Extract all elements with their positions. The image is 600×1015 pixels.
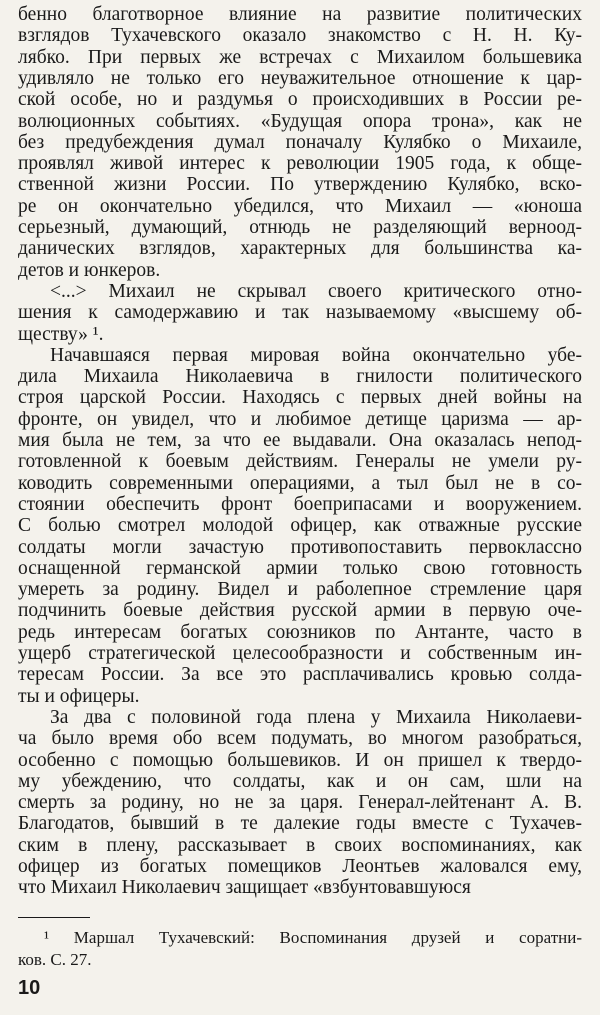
text-line: ча было время обо всем подумать, во многом разобраться, xyxy=(18,728,582,750)
text-line: умереть за родину. Видел и раболепное стремление царя xyxy=(18,579,582,601)
text-line: готовленной к боевым действиям. Генералы не умели ру- xyxy=(18,451,582,473)
text-line: взглядов Тухачевского оказало знакомство с Н. Н. Ку- xyxy=(18,25,582,47)
text-line: ководить современными операциями, а тыл был не в со- xyxy=(18,472,582,494)
text-line: За два с половиной года плена у Михаила Николаеви- xyxy=(50,706,582,728)
text-line: шения к самодержавию и так называемому «высшему об- xyxy=(18,302,582,324)
page-number: 10 xyxy=(18,977,41,999)
text-line: ским в плену, рассказывает в своих воспоминаниях, как xyxy=(18,834,582,856)
text-line: смерть за родину, но не за царя. Генерал-лейтенант А. В. xyxy=(18,792,582,814)
text-line: удивляло не только его неуважительное отношение к цар- xyxy=(18,67,582,89)
text-line: ской особе, но и раздумья о происходивших в России ре- xyxy=(18,89,582,111)
text-line: серьезный, думающий, отнюдь не разделяющий верноод- xyxy=(18,217,582,238)
text-line: мия была не тем, за что ее выдавали. Она оказалась непод- xyxy=(18,430,582,451)
text-line: особенно с помощью большевиков. И он пришел к твердо- xyxy=(18,749,582,771)
text-line: подчинить боевые действия русской армии в первую оче- xyxy=(18,600,582,622)
text-line: дила Михаила Николаевича в гнилости политического xyxy=(18,366,582,388)
footnote-line: ¹ Маршал Тухачевский: Воспоминания друзей и соратни- xyxy=(44,928,582,947)
text-line: ре он окончательно убедился, что Михаил — «юноша xyxy=(18,195,582,217)
text-line: детов и юнкеров. xyxy=(18,259,161,281)
text-line: бенно благотворное влияние на развитие политических xyxy=(18,4,582,25)
text-line: му убеждению, что солдаты, как и он сам, шли на xyxy=(18,770,582,792)
text-line: ущерб стратегической целесообразности и собственным ин- xyxy=(18,643,582,664)
text-line: проявлял живой интерес к революции 1905 года, к обще- xyxy=(18,153,582,175)
text-line: солдаты могли зачастую противопоставить первоклассно xyxy=(18,536,582,558)
footnote-line: ков. С. 27. xyxy=(18,950,92,969)
text-line: строя царской России. Находясь с первых дней войны на xyxy=(18,387,582,409)
text-line: ществу» ¹. xyxy=(18,323,104,345)
text-line: Благодатов, бывший в те далекие годы вместе с Тухачев- xyxy=(18,813,582,835)
text-line: Начавшаяся первая мировая война окончательно убе- xyxy=(50,344,582,366)
text-line: волюционных событиях. «Будущая опора трона», как не xyxy=(18,110,582,132)
text-line: <...> Михаил не скрывал своего критического отно- xyxy=(50,280,582,302)
text-line: лябко. При первых же встречах с Михаилом большевика xyxy=(18,46,582,68)
text-line: редь интересам богатых союзников по Антанте, часто в xyxy=(18,621,582,643)
text-line: ты и офицеры. xyxy=(18,685,140,707)
text-line: офицер из богатых помещиков Леонтьев жаловался ему, xyxy=(18,856,582,877)
text-line: стоянии обеспечить фронт боеприпасами и вооружением. xyxy=(18,493,582,515)
text-line: без предубеждения думал поначалу Кулябко о Михаиле, xyxy=(18,131,582,153)
text-line: что Михаил Николаевич защищает «взбунтовавшуюся xyxy=(18,877,471,899)
text-line: данических взглядов, характерных для большинства ка- xyxy=(18,238,582,260)
text-line: С болью смотрел молодой офицер, как отважные русские xyxy=(18,515,582,537)
text-line: ственной жизни России. По утверждению Кулябко, вско- xyxy=(18,174,582,196)
text-line: фронте, он увидел, что и любимое детище царизма — ар- xyxy=(18,408,582,430)
text-line: тересам России. За все это расплачивались кровью солда- xyxy=(18,664,582,686)
text-line: оснащенной германской армии только свою готовность xyxy=(18,557,582,579)
footnote-rule xyxy=(18,917,90,918)
